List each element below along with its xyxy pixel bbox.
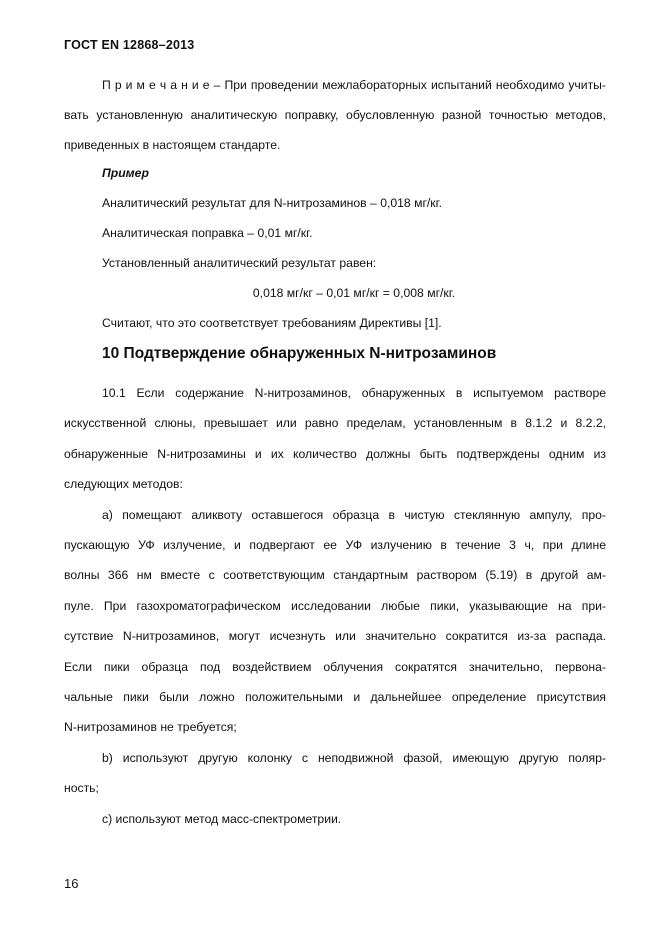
example-result: Аналитический результат для N-нитрозаминов – 0,018 мг/кг. [102, 196, 442, 210]
example-formula: 0,018 мг/кг – 0,01 мг/кг = 0,008 мг/кг. [252, 286, 456, 300]
text-line: ность; [64, 781, 99, 796]
text-line: волны 366 нм вместе с соответствующим стандартным раствором (5.19) в другой ам- [64, 568, 606, 583]
text-line: чальные пики были ложно положительными и дальнейшее определение присутствия [64, 690, 606, 705]
page-number: 16 [64, 876, 79, 891]
section-body [64, 378, 606, 834]
example-block [64, 158, 606, 338]
text-line: 10.1 Если содержание N-нитрозаминов, обнаруженных в испытуемом растворе [102, 386, 606, 400]
text-line: Если пики образца под воздействием облучения сократятся значительно, первона- [64, 659, 606, 674]
text-line: искусственной слюны, превышает или равно пределам, установленным в 8.1.2 и 8.2.2, [64, 416, 606, 431]
example-correction: Аналитическая поправка – 0,01 мг/кг. [102, 226, 313, 240]
note-paragraph [64, 70, 606, 160]
text-line: сутствие N-нитрозаминов, могут исчезнуть или значительно сократится из-за распада. [64, 629, 606, 644]
note-line: вать установленную аналитическую поправку, обусловленную разной точностью методов, [64, 108, 606, 122]
text-line: b) используют другую колонку с неподвижной фазой, имеющую другую поляр- [102, 750, 606, 765]
text-line: пускающую УФ излучение, и подвергают ее УФ излучению в течение 3 ч, при длине [64, 538, 606, 553]
example-established: Установленный аналитический результат равен: [102, 256, 377, 270]
example-title: Пример [102, 166, 149, 180]
text-line: пуле. При газохроматографическом исследовании любые пики, указывающие на при- [64, 598, 606, 613]
text-line: следующих методов: [64, 477, 183, 492]
example-conclusion: Считают, что это соответствует требованиям Директивы [1]. [102, 316, 442, 330]
text-line: обнаруженные N-нитрозамины и их количество должны быть подтверждены одним из [64, 446, 606, 461]
text-line: a) помещают аликвоту оставшегося образца в чистую стеклянную ампулу, про- [102, 507, 606, 522]
document-header: ГОСТ EN 12868–2013 [64, 38, 195, 52]
note-line: приведенных в настоящем стандарте. [64, 138, 281, 152]
text-line: N-нитрозаминов не требуется; [64, 720, 237, 735]
note-line: П р и м е ч а н и е – При проведении межлабораторных испытаний необходимо учиты- [102, 78, 606, 92]
text-line: c) используют метод масс-спектрометрии. [102, 811, 342, 826]
section-heading: 10 Подтверждение обнаруженных N-нитрозаминов [102, 345, 497, 362]
